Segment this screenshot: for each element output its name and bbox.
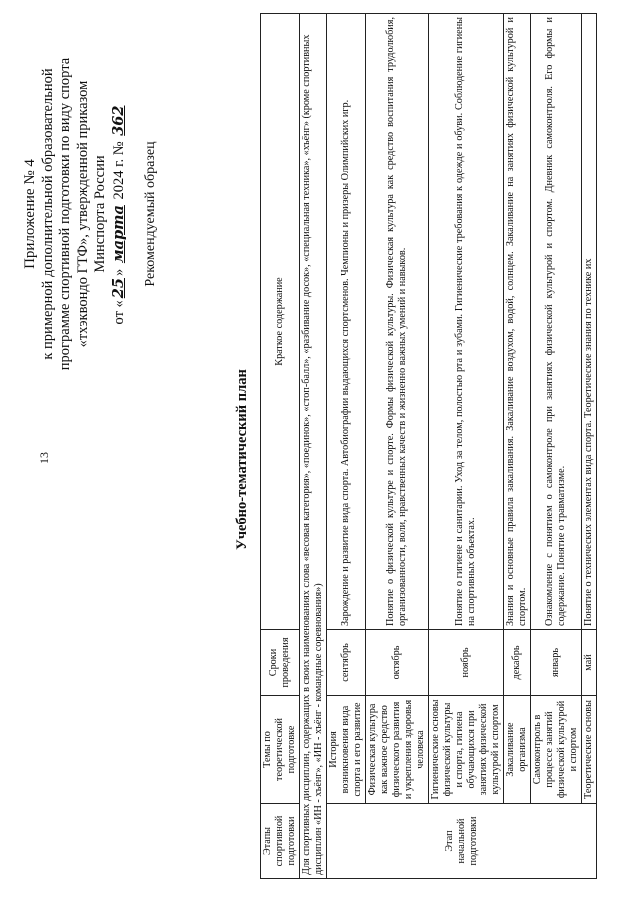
table-row <box>531 14 582 879</box>
theme-cell: Теоретические основы <box>582 696 597 804</box>
stage-cell: Этап начальной подготовки <box>327 804 597 879</box>
description-cell: Знания и основные правила закаливания. Закаливание воздухом, водой, солнцем. Закаливание на занятиях физической культурой и спортом. <box>504 14 531 630</box>
description-cell: Понятие о технических элементах вида спорта. Теоретические знания по технике их <box>582 14 597 630</box>
table-row <box>429 14 504 879</box>
appendix-line: «тхэквондо ГТФ», утвержденной приказом <box>74 80 91 348</box>
description-cell: Ознакомление с понятием о самоконтроле при занятиях физической культурой и спортом. Дневник самоконтроля. Его формы и содержание. Понятие о травматизме. <box>531 14 582 630</box>
description-cell: Зарождение и развитие вида спорта. Автобиографии выдающихся спортсменов. Чемпионы и призеры Олимпийских игр. <box>327 14 366 630</box>
table-row <box>366 14 429 879</box>
appendix-header <box>22 44 160 384</box>
table-header-row <box>261 14 300 879</box>
discipline-span-row <box>300 14 327 879</box>
table-row <box>582 14 597 879</box>
order-date-line <box>110 44 129 384</box>
header-term: Сроки проведения <box>261 630 300 696</box>
handwritten-day: 25 <box>109 278 127 299</box>
description-cell: Понятие о гигиене и санитарии. Уход за телом, полостью рта и зубами. Гигиенические требования к одежде и обуви. Соблюдение гигиены на спортивных объектах. <box>429 14 504 630</box>
theme-cell: Самоконтроль в процессе занятий физической культурой и спортом <box>531 696 582 804</box>
date-year: 2024 г. № <box>110 141 127 200</box>
term-cell: январь <box>531 630 582 696</box>
term-cell: ноябрь <box>429 630 504 696</box>
handwritten-order-number: 362 <box>109 105 127 136</box>
date-prefix: от « <box>110 300 127 325</box>
date-quote: » <box>110 268 127 277</box>
theme-cell: Закаливание организма <box>504 696 531 804</box>
discipline-note: Для спортивных дисциплин, содержащих в своих наименованиях слова «весовая категория», «поединок», «стоп-балл», «разбивание досок», «специальная техника», «хъёнг» (кроме спортивных дисциплин «ИН - хъёнг», «ИН - хъёнг - командные соревнования») <box>300 14 327 879</box>
handwritten-month: марта <box>109 205 127 264</box>
table-row <box>327 14 366 879</box>
appendix-line: программе спортивной подготовки по виду спорта <box>57 57 73 371</box>
appendix-number: Приложение № 4 <box>22 159 38 269</box>
term-cell: октябрь <box>366 630 429 696</box>
term-cell: декабрь <box>504 630 531 696</box>
theme-cell: Гигиенические основы физической культуры и спорта, гигиена обучающихся при занятиях физической культурой и спортом <box>429 696 504 804</box>
appendix-line: Минспорта России <box>92 155 108 273</box>
description-cell: Понятие о физической культуре и спорте. Формы физической культуры. Физическая культура как средство воспитания трудолюбия, организованности, воли, нравственных качеств и жизненно важных умений и навыков. <box>366 14 429 630</box>
thematic-plan-table <box>260 13 597 879</box>
recommended-sample-label: Рекомендуемый образец <box>143 141 158 287</box>
header-stage: Этапы спортивной подготовки <box>261 804 300 879</box>
header-description: Краткое содержание <box>261 14 300 630</box>
term-cell: сентябрь <box>327 630 366 696</box>
term-cell: май <box>582 630 597 696</box>
theme-cell: История возникновения вида спорта и его развитие <box>327 696 366 804</box>
header-theme: Темы по теоретической подготовке <box>261 696 300 804</box>
theme-cell: Физическая культура как важное средство физического развития и укрепления здоровья человека <box>366 696 429 804</box>
document-title: Учебно-тематический план <box>234 369 250 550</box>
table-row <box>504 14 531 879</box>
appendix-line: к примерной дополнительной образовательной <box>39 68 56 360</box>
page-number: 13 <box>37 452 51 464</box>
